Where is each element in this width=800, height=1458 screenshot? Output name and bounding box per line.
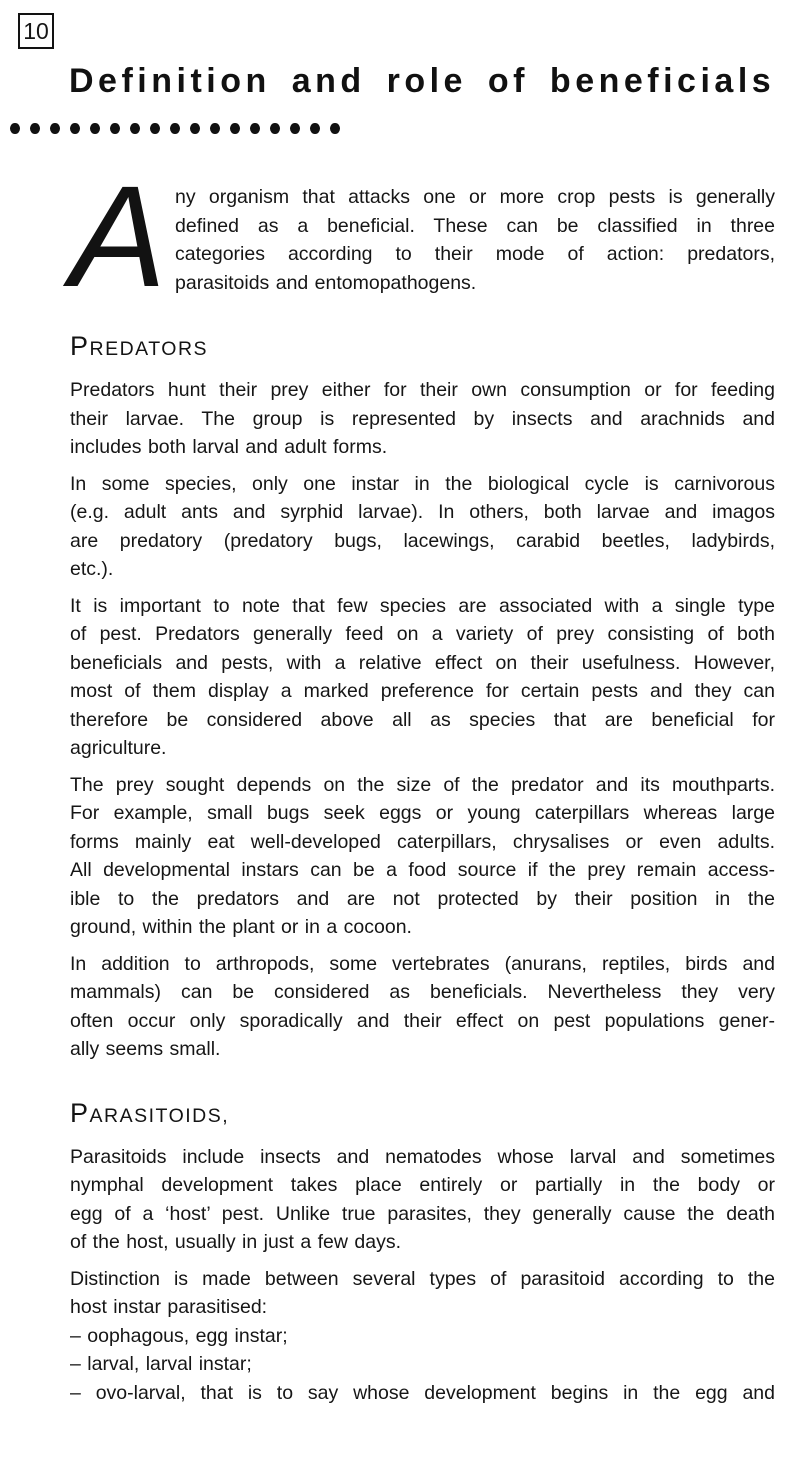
section-heading [70, 331, 775, 366]
text-line: host instar parasitised: [70, 1296, 268, 1318]
text-line: Predators hunt their prey either for their own consumption or for feeding [70, 379, 775, 401]
text-line: mammals) can be considered as beneficials. Nevertheless they very [70, 981, 775, 1003]
text-line: most of them display a marked preference for certain pests and they can [70, 680, 775, 702]
dot-icon [70, 123, 80, 134]
paragraph [70, 592, 775, 763]
text-line: – larval, larval instar; [70, 1353, 252, 1375]
text-line: Distinction is made between several types of parasitoid according to the [70, 1267, 775, 1290]
text-line: In some species, only one instar in the biological cycle is carnivorous [70, 472, 775, 495]
text-line: etc.). [70, 558, 114, 580]
page-number-box [18, 13, 54, 49]
text-line: All developmental instars can be a food source if the prey remain access- [70, 859, 775, 881]
section-heading-initial: P [70, 331, 90, 361]
text-line: egg of a ‘host’ pest. Unlike true parasites, they generally cause the death [70, 1202, 775, 1225]
dot-icon [150, 123, 160, 134]
text-line: of pest. Predators generally feed on a variety of prey consisting of both [70, 623, 775, 645]
dot-icon [50, 123, 60, 134]
dot-icon [310, 123, 320, 134]
section-heading-initial: P [70, 1097, 90, 1128]
text-line: In addition to arthropods, some vertebrates (anurans, reptiles, birds and [70, 952, 775, 975]
dots-decoration [10, 123, 340, 134]
text-line: ally seems small. [70, 1038, 221, 1060]
text-line: ny organism that attacks one or more crop pests is generally [175, 186, 775, 208]
content [70, 156, 775, 1415]
text-line: therefore be considered above all as species that are beneficial for [70, 708, 775, 731]
text-line: Parasitoids include insects and nematodes whose larval and sometimes [70, 1145, 775, 1168]
text-line: forms mainly eat well-developed caterpillars, chrysalises or even adults. [70, 830, 775, 853]
text-line: ground, within the plant or in a cocoon. [70, 916, 412, 938]
dot-icon [290, 123, 300, 134]
drop-cap: A [70, 156, 167, 317]
page-title: Definition and role of beneficials [69, 62, 776, 100]
dot-icon [170, 123, 180, 134]
paragraph [70, 376, 775, 462]
dot-icon [90, 123, 100, 134]
dot-icon [10, 123, 20, 134]
text-line: categories according to their mode of action: predators, [175, 243, 775, 265]
paragraph [70, 470, 775, 584]
text-line: of the host, usually in just a few days. [70, 1231, 402, 1253]
text-line: parasitoids and entomopathogens. [175, 271, 477, 294]
text-line: The prey sought depends on the size of the predator and its mouthparts. [70, 773, 775, 796]
text-line: – oophagous, egg instar; [70, 1324, 288, 1347]
paragraph [70, 1143, 775, 1257]
text-line: – ovo-larval, that is to say whose development begins in the egg and [70, 1381, 775, 1404]
text-line: nymphal development takes place entirely or partially in the body or [70, 1174, 775, 1196]
dot-icon [30, 123, 40, 134]
dot-icon [230, 123, 240, 134]
paragraph [70, 950, 775, 1064]
section-heading-rest: REDATORS [89, 338, 209, 360]
dot-icon [210, 123, 220, 134]
text-line: often occur only sporadically and their effect on pest populations gener- [70, 1009, 775, 1032]
page-number: 10 [23, 17, 49, 44]
lead-paragraph [70, 156, 775, 317]
dot-icon [190, 123, 200, 134]
text-line: defined as a beneficial. These can be classified in three [175, 214, 775, 237]
dot-icon [250, 123, 260, 134]
section-heading-rest: ARASITOIDS, [89, 1104, 230, 1127]
dot-icon [110, 123, 120, 134]
paragraph [70, 771, 775, 942]
text-line: agriculture. [70, 737, 167, 759]
text-line: For example, small bugs seek eggs or young caterpillars whereas large [70, 802, 775, 824]
text-line: includes both larval and adult forms. [70, 436, 388, 458]
text-line: It is important to note that few species are associated with a single type [70, 594, 775, 617]
text-line: ible to the predators and are not protected by their position in the [70, 887, 775, 910]
text-line: are predatory (predatory bugs, lacewings, carabid beetles, ladybirds, [70, 529, 775, 552]
dot-icon [330, 123, 340, 134]
dot-icon [130, 123, 140, 134]
text-line: (e.g. adult ants and syrphid larvae). In others, both larvae and imagos [70, 501, 775, 523]
text-line: beneficials and pests, with a relative effect on their usefulness. However, [70, 651, 775, 674]
section-heading [70, 1098, 775, 1133]
text-line: their larvae. The group is represented by insects and arachnids and [70, 407, 775, 430]
paragraph [70, 1265, 775, 1408]
dot-icon [270, 123, 280, 134]
